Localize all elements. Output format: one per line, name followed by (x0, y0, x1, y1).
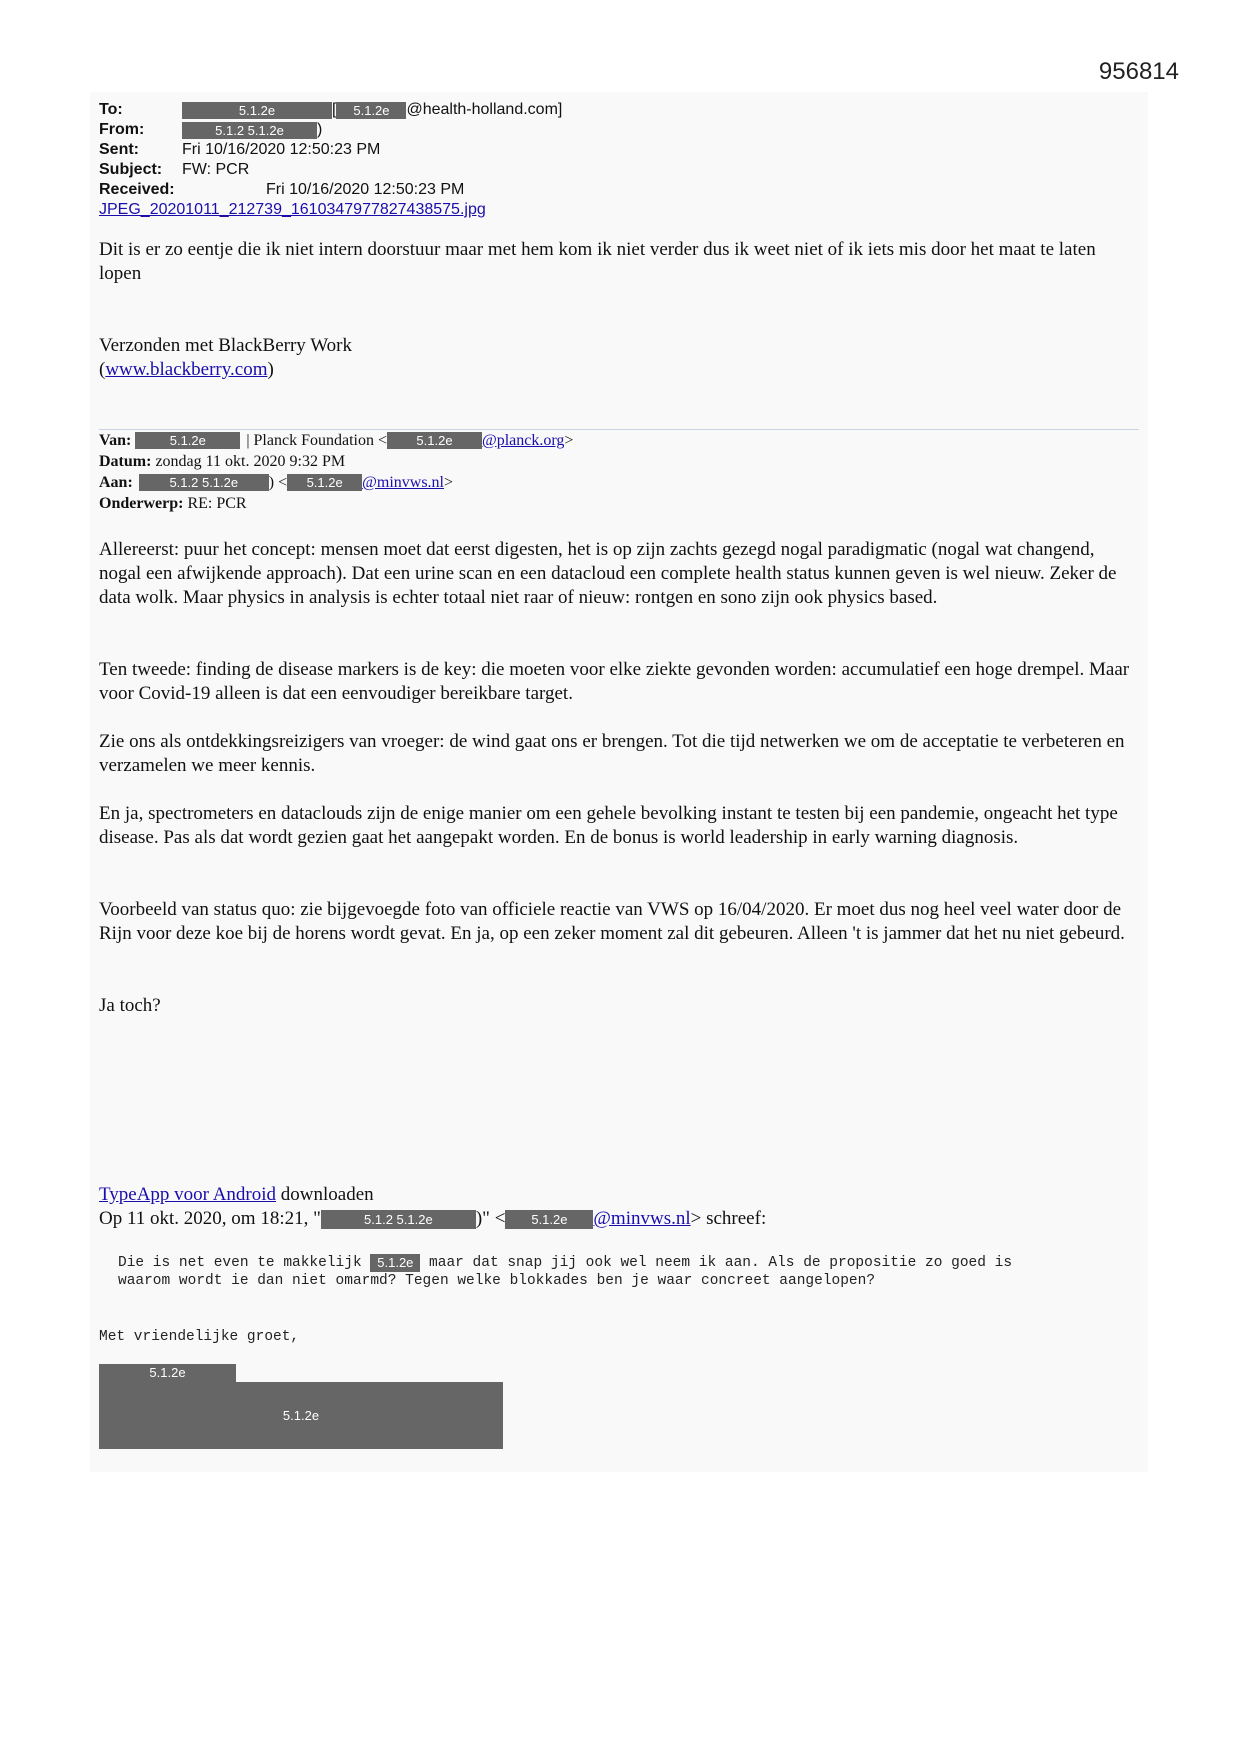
intro-paragraph: Dit is er zo eentje die ik niet intern doorstuur maar met hem kom ik niet verder dus ik weet niet of ik iets mis door het maat te laten lopen (99, 239, 1096, 284)
to-domain: @health-holland.com] (406, 101, 563, 118)
body-paragraph: Zie ons als ontdekkingsreizigers van vroeger: de wind gaat ons er brengen. Tot die tijd netwerken we om de acceptatie te verbeteren en verzamelen we meer kennis. (99, 731, 1125, 776)
van-org: | Planck Foundation < (246, 432, 387, 449)
subject-row (99, 160, 799, 180)
quote-line-1b: maar dat snap jij ook wel neem ik aan. Als de propositie zo goed is (420, 1255, 1013, 1271)
bb-open: ( (99, 359, 106, 380)
quote-line-1a: Die is net even te makkelijk (118, 1255, 371, 1271)
received-row (99, 180, 799, 200)
subject-label: Subject: (99, 161, 163, 178)
op-prefix: Op 11 okt. 2020, om 18:21, " (99, 1208, 321, 1229)
quote-intro-line (99, 1207, 1139, 1231)
redaction-box: 5.1.2e (387, 432, 482, 449)
forward-header (99, 430, 899, 514)
signature-redaction-name: 5.1.2e (99, 1364, 236, 1382)
typeapp-suffix: downloaden (276, 1184, 374, 1205)
sent-label: Sent: (99, 141, 139, 158)
attachment-link[interactable]: JPEG_20201011_212739_1610347977827438575.jpg (99, 201, 486, 218)
body-paragraph: En ja, spectrometers en dataclouds zijn de enige manier om een gehele bevolking instant te testen bij een pandemie, ongeacht het type disease. Pas als dat wordt gezien gaat het aangepakt worden. En de bonus is world leadership in early warning diagnosis. (99, 803, 1118, 848)
redaction-box: 5.1.2 5.1.2e (139, 474, 269, 491)
quote-line-1 (118, 1254, 1138, 1272)
body-paragraph: Voorbeeld van status quo: zie bijgevoegde foto van officiele reactie van VWS op 16/04/2020. Er moet dus nog heel veel water door de Rijn voor deze koe bij de horens wordt gevat. En ja, op een zeker moment zal dit gebeuren. Alleen 't is jammer dat het nu niet gebeurd. (99, 899, 1125, 944)
onderwerp-row (99, 493, 899, 514)
datum-label: Datum: (99, 453, 152, 470)
aan-close: > (444, 474, 454, 491)
van-label: Van: (99, 432, 132, 449)
attachment-row (99, 200, 799, 220)
email-header (99, 100, 799, 220)
body-paragraph: Ten tweede: finding de disease markers is de key: die moeten voor elke ziekte gevonden worden: accumulatief een hoge drempel. Maar voor Covid-19 alleen is dat een eenvoudiger bereikbare target. (99, 659, 1130, 704)
datum-value: zondag 11 okt. 2020 9:32 PM (155, 453, 346, 470)
op-suffix: > schreef: (690, 1208, 767, 1229)
op-email[interactable]: @minvws.nl (593, 1208, 691, 1229)
van-row (99, 430, 899, 451)
blackberry-line (99, 358, 1139, 382)
redaction-box: 5.1.2e (336, 102, 406, 119)
bb-close: ) (267, 359, 274, 380)
to-label: To: (99, 101, 123, 118)
redaction-box: 5.1.2e (287, 474, 362, 491)
aan-mid: ) < (268, 474, 288, 491)
redaction-box: 5.1.2e (182, 102, 332, 119)
redaction-box: 5.1.2e (370, 1254, 420, 1272)
aan-row (99, 472, 899, 493)
signature-redaction-block: 5.1.2e (99, 1382, 503, 1449)
to-row (99, 100, 799, 120)
from-label: From: (99, 121, 145, 138)
datum-row (99, 451, 899, 472)
received-value: Fri 10/16/2020 12:50:23 PM (266, 181, 465, 198)
redaction-box: 5.1.2e (135, 432, 240, 449)
received-label: Received: (99, 181, 175, 198)
from-row (99, 120, 799, 140)
typeapp-line (99, 1183, 1139, 1207)
typeapp-link[interactable]: TypeApp voor Android (99, 1184, 277, 1205)
sent-value: Fri 10/16/2020 12:50:23 PM (182, 141, 381, 158)
aan-label: Aan: (99, 474, 133, 491)
redaction-box: 5.1.2 5.1.2e (321, 1210, 476, 1229)
op-mid: )" < (475, 1208, 506, 1229)
van-email[interactable]: @planck.org (481, 432, 565, 449)
van-close: > (564, 432, 574, 449)
sent-with-line: Verzonden met BlackBerry Work (99, 335, 352, 356)
onderwerp-value: RE: PCR (187, 495, 247, 512)
body-paragraph: Ja toch? (99, 995, 161, 1016)
closing-line: Met vriendelijke groet, (99, 1329, 300, 1345)
redaction-box: 5.1.2 5.1.2e (182, 122, 317, 139)
from-close: ) (317, 121, 323, 138)
document-number: 956814 (1098, 58, 1179, 85)
blackberry-link[interactable]: www.blackberry.com (105, 359, 268, 380)
sent-row (99, 140, 799, 160)
body-paragraph: Allereerst: puur het concept: mensen moet dat eerst digesten, het is op zijn zachts gezegd nogal paradigmatic (nogal wat changend, nogal een afwijkende approach). Dat een urine scan en een datacloud een complete health status kunnen geven is wel nieuw. Zeker de data wolk. Maar physics in analysis is echter totaal niet raar of nieuw: rontgen en sono zijn ook physics based. (99, 539, 1117, 608)
subject-value: FW: PCR (182, 161, 250, 178)
to-bracket: [ (332, 101, 337, 118)
onderwerp-label: Onderwerp: (99, 495, 184, 512)
aan-email[interactable]: @minvws.nl (362, 474, 444, 491)
redaction-box: 5.1.2e (505, 1210, 593, 1229)
quote-line-2: waarom wordt ie dan niet omarmd? Tegen welke blokkades ben je waar concreet aangelopen? (118, 1273, 876, 1289)
